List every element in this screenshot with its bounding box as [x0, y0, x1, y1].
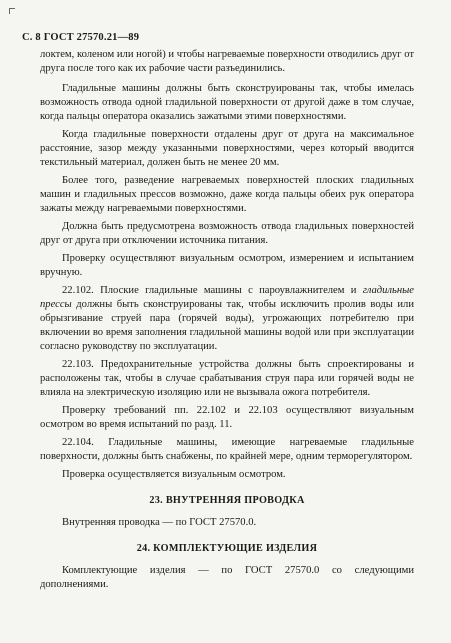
section-24-body: Комплектующие изделия — по ГОСТ 27570.0 со следующими дополнениями. [40, 565, 414, 590]
section-23-body: Внутренняя проводка — по ГОСТ 27570.0. [62, 517, 257, 528]
paragraph-22-102-lead: 22.102. Плоские гладильные машины с пароувлажнителем и [62, 285, 363, 296]
paragraph-22-104: 22.104. Гладильные машины, имеющие нагреваемые гладильные поверхности, должны быть снабжены, по крайней мере, одним терморегулятором. [40, 437, 414, 462]
paragraph: Проверка осуществляется визуальным осмотром. [62, 469, 286, 480]
corner-crop-mark [9, 8, 15, 14]
paragraph: Проверку осуществляют визуальным осмотром, измерением и испытанием вручную. [40, 253, 414, 278]
section-heading-24: 24. КОМПЛЕКТУЮЩИЕ ИЗДЕЛИЯ [136, 543, 318, 554]
paragraph: Более того, разведение нагреваемых поверхностей плоских гладильных машин и гладильных прессов возможно, даже когда пальцы обеих рук оператора зажаты между нагреваемыми поверхностями. [40, 175, 414, 214]
paragraph: Проверку требований пп. 22.102 и 22.103 осуществляют визуальным осмотром во время испытаний по разд. 11. [40, 405, 414, 430]
paragraph: Гладильные машины должны быть сконструированы так, чтобы имелась возможность отвода одной гладильной поверхности от другой даже в том случае, когда пальцы оператора оказались зажатыми этими поверхностями. [40, 83, 414, 122]
paragraph-22-103: 22.103. Предохранительные устройства должны быть спроектированы и расположены так, чтобы в случае срабатывания струя пара или горячей воды не влияла на электрическую изоляцию или не вызывала ожога потребителя. [40, 359, 414, 398]
paragraph: Должна быть предусмотрена возможность отвода гладильных поверхностей друг от друга при отключении источника питания. [40, 221, 414, 246]
paragraph-22-102 [40, 284, 414, 354]
page-header: С. 8 ГОСТ 27570.21—89 [22, 32, 140, 43]
document-body [40, 48, 414, 596]
paragraph-22-102-rest: должны быть сконструированы так, чтобы исключить пролив воды или обрызгивание струей пара (горячей воды), угрожающих потребителю при включении во время заполнения гладильной машины водой или при эксплуатации согласно руководству по эксплуатации. [40, 299, 414, 352]
paragraph-continuation: локтем, коленом или ногой) и чтобы нагреваемые поверхности отводились друг от друга после того как их рабочие части разъединились. [40, 49, 414, 74]
section-heading-23: 23. ВНУТРЕННЯЯ ПРОВОДКА [149, 495, 305, 506]
paragraph-22-102-italic: гладильные прессы [40, 285, 414, 310]
paragraph: Когда гладильные поверхности отдалены друг от друга на максимальное расстояние, зазор между указанными поверхностями, через который вводится текстильный материал, должен быть не менее 20 мм. [40, 129, 414, 168]
